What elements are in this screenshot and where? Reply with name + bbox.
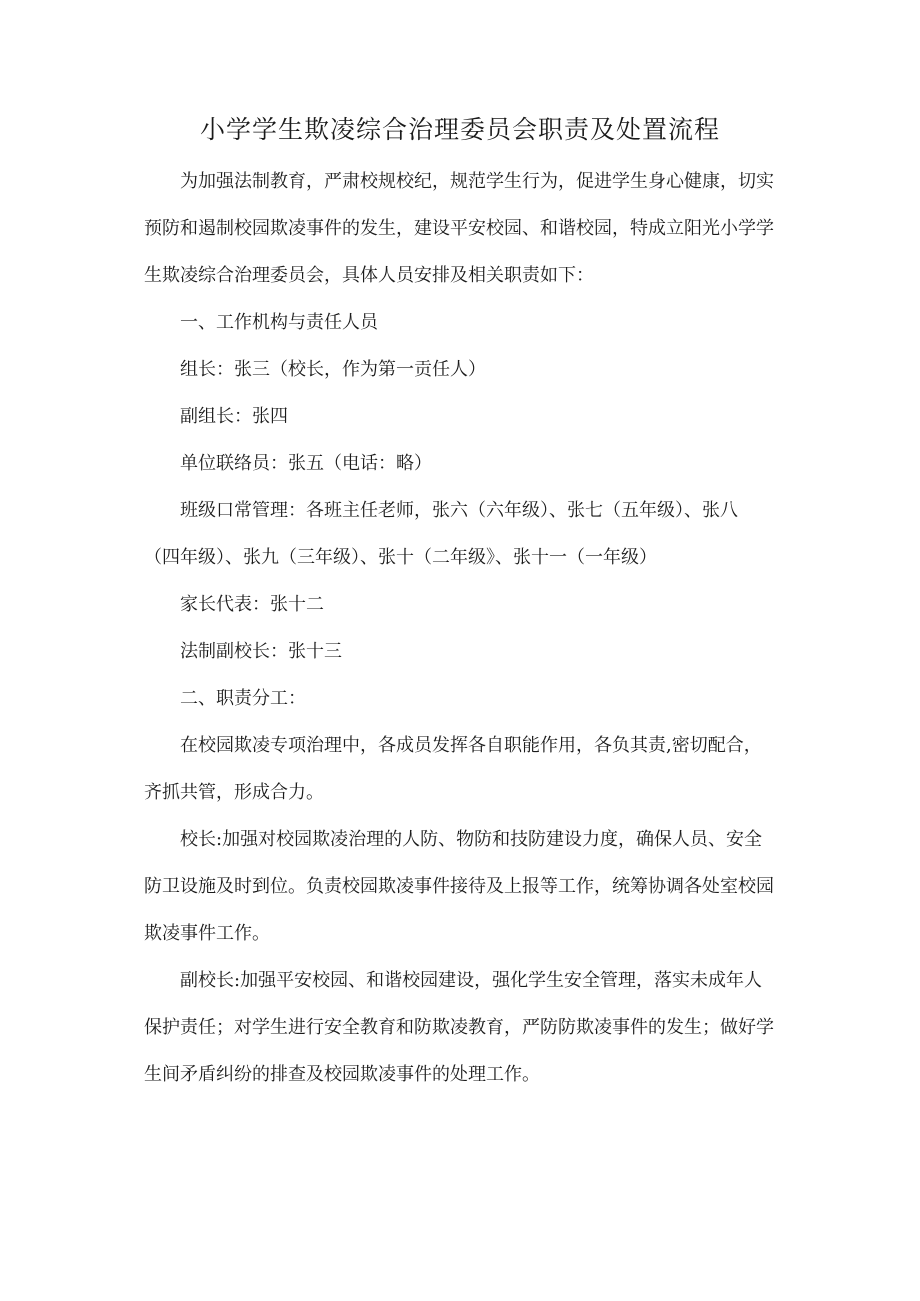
body-line: 预防和遏制校园欺凌事件的发生，建设平安校园、和谐校园，特成立阳光小学学 [144, 218, 774, 239]
body-line: 家长代表：张十二 [180, 594, 324, 615]
body-line: （四年级）、张九（三年级）、张十（二年级》、张十一（一年级） [144, 547, 657, 568]
document-title: 小学学生欺凌综合治理委员会职责及处置流程 [199, 115, 720, 144]
body-line: 生间矛盾纠纷的排查及校园欺凌事件的处理工作。 [144, 1064, 540, 1085]
body-line: 在校园欺凌专项治理中，各成员发挥各自职能作用，各负其责,密切配合， [180, 735, 762, 756]
body-line: 为加强法制教育，严肃校规校纪，规范学生行为，促进学生身心健康，切实 [180, 171, 774, 192]
body-line: 副组长：张四 [180, 406, 288, 427]
body-line: 一、工作机构与责任人员 [180, 312, 378, 333]
body-line: 校长:加强对校园欺凌治理的人防、物防和技防建设力度，确保人员、安全 [180, 829, 763, 850]
body-line: 防卫设施及时到位。负责校园欺凌事件接待及上报等工作，统筹协调各处室校园 [144, 876, 774, 897]
body-line: 齐抓共管，形成合力。 [144, 782, 324, 803]
body-line: 副校长:加强平安校园、和谐校园建设，强化学生安全管理，落实未成年人 [180, 970, 763, 991]
body-line: 二、职责分工： [180, 688, 306, 709]
body-line: 组长：张三（校长，作为第一贡任人） [180, 359, 486, 380]
document-body [144, 158, 794, 1098]
body-line: 保护责任；对学生进行安全教育和防欺凌教育，严防防欺凌事件的发生；做好学 [144, 1017, 774, 1038]
body-line: 生欺凌综合治理委员会，具体人员安排及相关职责如下： [144, 265, 594, 286]
body-line: 法制副校长：张十三 [180, 641, 342, 662]
body-line: 班级口常管理：各班主任老师，张六（六年级）、张七（五年级）、张八 [180, 500, 738, 521]
body-line: 单位联络员：张五（电话：略） [180, 453, 432, 474]
body-line: 欺凌事件工作。 [144, 923, 270, 944]
